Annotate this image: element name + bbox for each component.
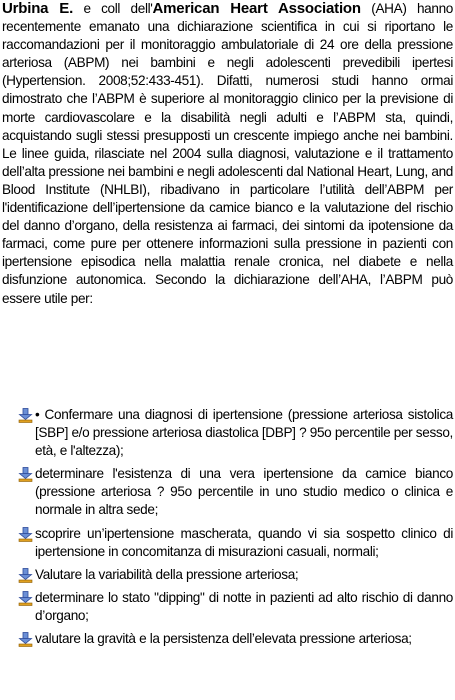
download-arrow-icon (18, 467, 33, 482)
intro-text-2: (AHA) hanno recentemente emanato una dichiarazione scientifica in cui si riportano le raccomandazioni per il monitoraggio ambulatoriale di 24 ore della pressione arteriosa (ABPM) nei bambini e negli adolescenti prevedibili ipertesi (Hypertension. 2008;52:433-451). Difatti, numerosi studi hanno ormai dimostrato che l’ABPM è superiore al monitoraggio clinico per la previsione di morte cardiovascolare e la disabilità negli adulti e l’ABPM sta, quindi, acquistando sugli stessi presupposti un crescente impiego anche nei bambini. Le linee guida, rilasciate nel 2004 sulla diagnosi, valutazione e il trattamento dell’alta pressione nei bambini e negli adolescenti dal National Heart, Lung, and Blood Institute (NHLBI), ribadivano in particolare l’utilità dell’ABPM per l'identificazione dell’ipertensione da camice bianco e la valutazione del rischio del danno d’organo, della resistenza ai farmaci, dei sintomi da ipotensione da farmaci, come pure per ottenere informazioni sulla pressione in pazienti con ipertensione episodica nella malattia renale cronica, nel diabete e nella disfunzione autonomica. Secondo la dichiarazione dell’AHA, l’ABPM può essere utile per: (2, 1, 453, 306)
document-body (2, 0, 453, 308)
list-item-text: • Confermare una diagnosi di ipertensione (pressione arteriosa sistolica [SBP] e/o pressione arteriosa diastolica [DBP] ? 95o percentile per sesso, età, e l'altezza); (35, 407, 453, 459)
intro-text-1: e coll dell' (73, 1, 153, 16)
recommendation-list (18, 406, 453, 653)
list-item-text: determinare lo stato "dipping" di notte in pazienti ad alto rischio di danno d’organo; (35, 589, 453, 623)
download-arrow-icon (18, 568, 33, 583)
list-item (18, 465, 453, 519)
list-item (18, 406, 453, 460)
download-arrow-icon (18, 408, 33, 423)
intro-paragraph (2, 0, 453, 308)
list-item (18, 630, 453, 648)
download-arrow-icon (18, 591, 33, 606)
list-item (18, 566, 453, 584)
list-item (18, 589, 453, 625)
list-item-text: scoprire un’ipertensione mascherata, quando vi sia sospetto clinico di ipertensione in concomitanza di misurazioni casuali, normali; (35, 525, 453, 559)
download-arrow-icon (18, 632, 33, 647)
list-item-text: Valutare la variabilità della pressione arteriosa; (35, 566, 299, 582)
organization-name: American Heart Association (152, 0, 361, 17)
author-name: Urbina E. (2, 0, 74, 17)
download-arrow-icon (18, 527, 33, 542)
list-item-text: determinare l'esistenza di una vera ipertensione da camice bianco (pressione arteriosa ? 95o percentile in uno studio medico o clinica e normale in altra sede; (35, 466, 453, 518)
list-item (18, 525, 453, 561)
list-item-text: valutare la gravità e la persistenza dell’elevata pressione arteriosa; (35, 631, 412, 647)
